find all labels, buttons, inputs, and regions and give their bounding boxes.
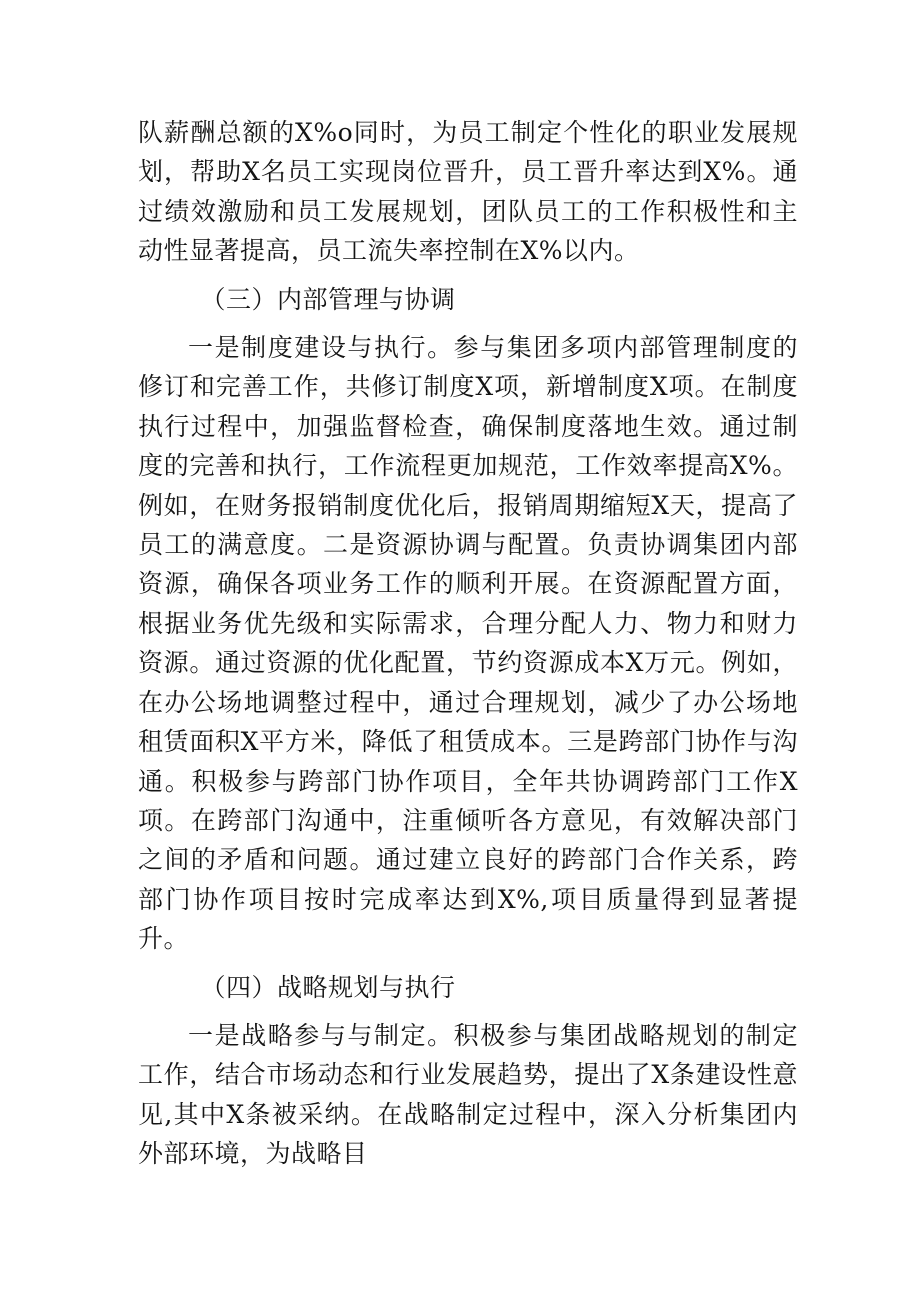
- document-body: [138, 113, 798, 1174]
- paragraph-internal-management: 一是制度建设与执行。参与集团多项内部管理制度的修订和完善工作，共修订制度X项，新增制度X项。在制度执行过程中，加强监督检查，确保制度落地生效。通过制度的完善和执行，工作流程更加规范，工作效率提高X%。例如，在财务报销制度优化后，报销周期缩短X天，提高了员工的满意度。二是资源协调与配置。负责协调集团内部资源，确保各项业务工作的顺利开展。在资源配置方面，根据业务优先级和实际需求，合理分配人力、物力和财力资源。通过资源的优化配置，节约资源成本X万元。例如，在办公场地调整过程中，通过合理规划，减少了办公场地租赁面积X平方米，降低了租赁成本。三是跨部门协作与沟通。积极参与跨部门协作项目，全年共协调跨部门工作X项。在跨部门沟通中，注重倾听各方意见，有效解决部门之间的矛盾和问题。通过建立良好的跨部门合作关系，跨部门协作项目按时完成率达到X%,项目质量得到显著提升。: [138, 333, 798, 954]
- paragraph-compensation: 队薪酬总额的X%o同时，为员工制定个性化的职业发展规划，帮助X名员工实现岗位晋升，员工晋升率达到X%。通过绩效激励和员工发展规划，团队员工的工作积极性和主动性显著提高，员工流失率控制在X%以内。: [138, 118, 798, 266]
- section-heading-internal-management: （三）内部管理与协调: [200, 284, 456, 314]
- section-heading-strategic-planning: （四）战略规划与执行: [200, 972, 456, 1002]
- paragraph-strategic-planning: 一是战略参与与制定。积极参与集团战略规划的制定工作，结合市场动态和行业发展趋势，提出了X条建设性意见,其中X条被采纳。在战略制定过程中，深入分析集团内外部环境，为战略目: [138, 1020, 798, 1169]
